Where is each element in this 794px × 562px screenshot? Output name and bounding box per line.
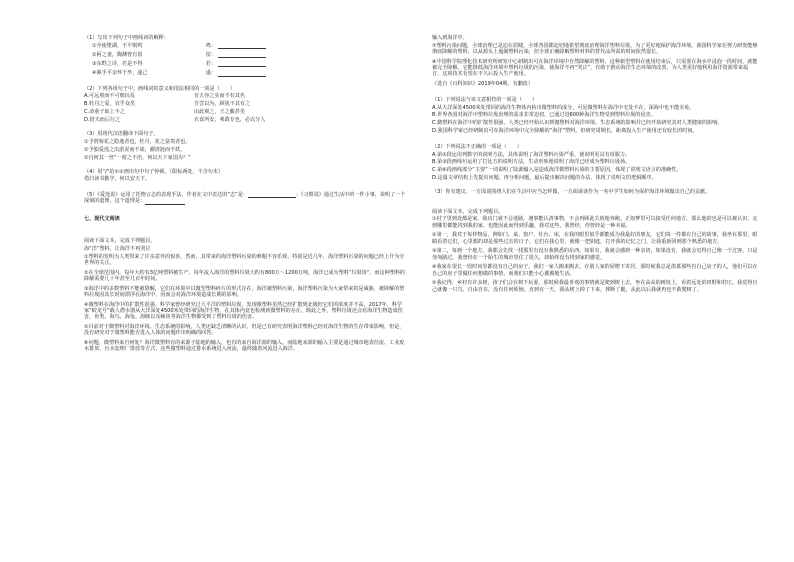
article-paragraph: ①塑料的发明为人类带来了许多意外的惊喜，然而，其带来的海洋塑料污染的难题不容乐观，特别是近几年，海洋塑料污染的问题已经上升为全世界的关注。 [84,253,405,267]
article-paragraph: ⑥问题，微塑料来自何处？海洋微塑料有的来源于陆地的输入，也有的来自海洋源的输入。而陆地来源的输入主要是通过城市地表径流、工业废水排放、污水处理厂排放等方式，这些微塑料通过排水系统进入河流，最终随着河流进入海洋。 [84,340,405,353]
article-paragraph: ③海洋中的多数塑料不能被降解，它们在环境中以微型塑料碎片的形式存在，海洋被塑料污染，海洋塑料污染为大家带来的是威胁，被降解的塑料垃圾因其长时间漂浮在海洋中，因而会对海洋环境造成长期的影响。 [84,285,405,299]
q2-option[interactable]: A.可远观而不可亵玩焉 有五谷之实而不有其名 [84,93,245,100]
q3-title: （3）用现代汉语翻译下面句子。 [84,131,159,138]
q3-item: ①予谓菊花之隐逸者也，牡丹，花之富贵者也。 [84,139,191,146]
article-paragraph: ⑧中国科学院理化技术研究所研发中心研制出可在海洋环境中自然降解的塑料，这种新型塑料在使用结束后，只需要在海水中浸泡一段时间，就能被完全降解。它能降低海洋环境中塑料垃圾的污染，使海洋不再“哭泣”，有助于推动海洋生态环境的改善，为人类更好地利用海洋资源带来福音，这项技术有望在不久后投入生产使用。 [432,58,758,78]
answer-line[interactable] [218,72,266,77]
left-column [84,35,406,356]
article-paragraph: ⑦塑料污染问题，全球治理已是迫在眉睫，全球各国都迫切地希望彻底治理海洋塑料垃圾，为了更好地保护海洋环境，我国科学家在努力研发能够彻底降解的塑料，以从源头上遏制塑料污染，但全球正确降解塑料材料的替代品所需的时间依然很长。 [432,42,758,55]
q4-sub: 借曰读书勤学，何以安天下。 [84,176,151,183]
rq2-option[interactable]: A.第②段运用列数字的说明方法，具体说明了海洋塑料污染严重，使说明更具有说服力。 [432,151,631,158]
q2-option[interactable]: B.牡丹之爱，宜乎众矣 吾尝以为，顾犹不其有之 [84,101,251,108]
section-title: 七、现代文阅读 [84,216,120,223]
q5-text: （5）《爱莲说》运用了托物言志的表现手法，作者在文中表达的“志”是： ；《习惯说》通过生活中的一件小事，说明了一个深刻的道理，这个道理是： [84,192,406,205]
article-paragraph: ②在全球范围内，每年大约有3亿吨塑料被生产，每年流入海洋的塑料垃圾大约有800万～1200万吨，海洋已成为塑料“垃圾场”，而这种塑料的降解需要几十年甚至几百年时间。 [84,269,406,283]
story-paragraph: ②第一，我对于每样物品，例如门、桌、窗户、灶台、床，在我的眼里似乎都能成为我最好的朋友。它们每一件都有自己的故事，我坐在那里，眼睛看着它们，心里想的却是那些过去的日子。它们在我心里，就像一把钥匙，打开我的记忆之门，让我重新回到那个熟悉的地方。 [432,232,758,245]
q1-item: ④孰手平亲怀于坐，遂己 遂： [84,70,406,76]
reading2-intro: 阅读下面文本，完成下列题目。 [432,208,504,215]
answer-line[interactable] [218,62,266,67]
article-paragraph: ④微塑料在海洋中的扩散性很强。科学家曾经研究过大平洋的塑料垃圾，发现微塑料虽然已经扩散到北极但它们的浓度并不高。2017年，科学家“蛟龙号”载人潜水器从大洋深处4500米处带回的海洋生物，在其体内竟也检测到微塑料的存在。除此之外，塑料垃圾还会对海洋生物造成伤害，鱼类、海鸟、海龟、海豚以及鲸鱼等海洋生物都受到了塑料垃圾的伤害。 [84,301,403,321]
rq3-text: （3）你有建议，一方面请围绕人们在生活中应当怎样做，一方面谈谈作为一名中学生如何为保护海洋环境做出自己的贡献。 [432,188,711,195]
q1-item: ①至使堕湖，不平则鸣 鸣： [84,43,406,49]
story-paragraph: ④我家在很长一段时间里都没有自己的房子。我们一家人搬来搬去，在别人家的屋檐下寄居，那时候我总是羡慕那些有自己房子的人，他们可以在自己的房子里做任何想做的事情，而我们只能小心翼翼地生活。 [432,264,758,277]
q1-item: ②阿之妻，陶渊曾有留 留： [84,52,406,58]
story-paragraph: ①村子里到处都是家，我出门就不会迷路，遇事能认清事物，不会再顾此失彼地奔跑。正如梦里可以接受任何地方，那么他的也是可以被认识，走到哪里都能找到我的家，也能因此而得到乐趣，我对这些，我曾经，你曾经是一种幸福。 [432,216,758,229]
q2-option[interactable]: D.借夫而后行之 衣食所安，弗敢专也，必以分人 [84,117,266,124]
rq1-option[interactable]: B.世界各国对海洋中塑料垃圾治理的需求非常迫切，已通过进600种海洋生物受到塑料垃圾的侵害。 [432,112,656,119]
q2-title: （2）下列各组句子中，画线词的意义和用法相同的一项是（ ） [84,85,235,92]
q1-title: （1）写出下列句子中画线词的解释： [84,35,169,41]
answer-line[interactable] [218,53,266,58]
answer-line[interactable] [248,193,296,198]
rq1-title: （1）下列说法与该文意相符的一项是（ ） [432,96,538,103]
q3-note: ②自何其一丝“一窗之不治，何以天下家国为？” [84,154,191,161]
rq2-option[interactable]: B.第③段画线句运用了打比方的说明方法，生动形象地说明了海洋已经成为塑料垃圾场。 [432,159,631,166]
article-paragraph: ⑤目前对于微塑料对海洋环境、生态系统的影响，人类还缺乏清晰的认识，但是已有研究表明海洋塑料已经对海洋生物的生存带来影响，但是，没有研究对于微塑料能否进入人体的问题作出明确的回答。 [84,324,405,337]
reading-intro: 阅读下面文本，完成下列题目。 [84,238,156,245]
rq1-option[interactable]: D.我国科学家已经研制出可在海洋环境中完全降解的“海洋”塑料，但研究周期长，距离投入生产使用还有较长的时间。 [432,127,698,134]
rq1-option[interactable]: A.从大洋深处4500米处带回的海洋生物体内检出微塑料的成分，可见微塑料在海洋中无处不在，深海中也不能幸免。 [432,104,695,111]
rq2-option[interactable]: D.这篇文章结构上先提出问题、再分析问题，最后提出解决问题的办法，体现了说明文的逻辑顺序。 [432,174,657,181]
q1-item: ③东野之诗，若是不得 若： [84,61,406,67]
story-paragraph: ③第二，每到一个地方，我都会先找一找那里有没有我熟悉的东西，如果有，我就会感到一种亲切，如果没有，我就会觉得自己像一个过客，只是匆匆路过。我曾经在一个陌生的城市里住了很久，却始终没有找到家的感觉。 [432,248,758,261]
article-paragraph-cont: 输入到海洋中。 [432,35,468,41]
q3-item: ②予独爱莲之出淤泥而不染，濯清涟而不妖。 [84,147,186,153]
article-title: 海“洋”塑料，让海洋不再哭泣 [84,246,151,253]
rq2-option[interactable]: C.第⑥段画线部分“主要”一词说明了陆源输入是造成海洋微塑料污染的主要原因，体现了说明文语言的准确性。 [432,167,682,174]
rq2-title: （2）下列说法不正确的一项是（ ） [432,143,522,150]
story-paragraph: ⑤我记得，乡村有许多树，孩子们会在树下玩耍，那时候我最喜欢的事情就是爬到树上去，坐在高高的树枝上，看着远处的田野和村庄。我觉得自己就像一只鸟，自由自在，没有任何烦恼。直到有一天，我从树上掉了下来，摔断了腿，从此以后我就再也不敢爬树了。 [432,280,758,293]
q4-text: （4）用“/”给①②画出句中句子停顿。（限标两处，不含句末） [84,168,224,175]
answer-line[interactable] [218,44,266,49]
rq1-option[interactable]: C.微塑料在海洋中的扩散性很强，人类已经开始认识到微塑料对海洋环境、生态系统的影响并已经开始研究其对人类健康的影响。 [432,120,723,127]
answer-line[interactable] [145,200,185,205]
q2-option[interactable]: C.命童子取上不之 由此观之，王之蔽甚矣 [84,109,245,116]
right-column [432,35,758,296]
article-source: （选自《百科知识》2019年04期，有删改） [432,81,533,87]
q1-list [84,43,406,77]
